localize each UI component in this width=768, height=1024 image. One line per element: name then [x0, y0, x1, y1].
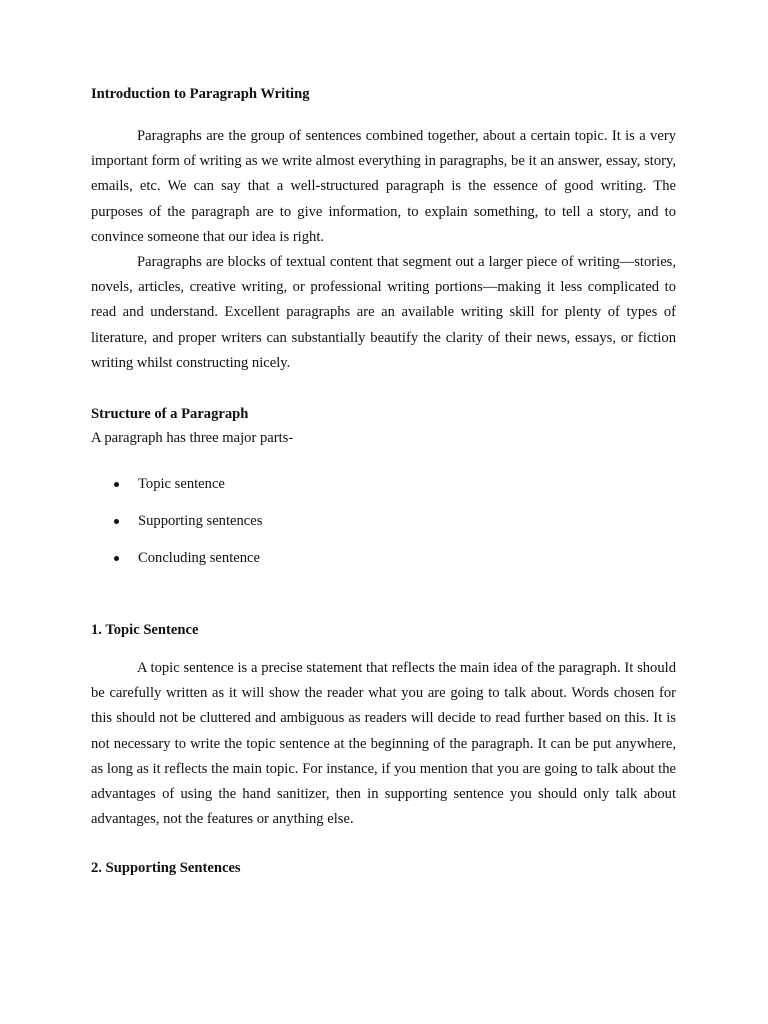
bullet-icon — [114, 519, 119, 524]
list-item-label: Concluding sentence — [138, 550, 260, 567]
list-item-label: Supporting sentences — [138, 513, 263, 530]
document-title: Introduction to Paragraph Writing — [91, 86, 310, 102]
list-item — [91, 474, 676, 494]
list-item — [91, 511, 676, 531]
intro-paragraph-1: Paragraphs are the group of sentences combined together, about a certain topic. It is a very important form of writing as we write almost everything in paragraphs, be it an answer, essay, story, emails, etc. We can say that a well-structured paragraph is the essence of good writing. The purposes of the paragraph are to give information, to explain something, to tell a story, and to convince someone that our idea is right. — [91, 128, 676, 245]
topic-sentence-paragraph: A topic sentence is a precise statement that reflects the main idea of the paragraph. It should be carefully written as it will show the reader what you are going to talk about. Words chosen for this should not be cluttered and ambiguous as readers will decide to read further based on this. It is not necessary to write the topic sentence at the beginning of the paragraph. It can be put anywhere, as long as it reflects the main topic. For instance, if you mention that you are going to talk about the advantages of using the hand sanitizer, then in supporting sentence you should only talk about advantages, not the features or anything else. — [91, 660, 676, 828]
structure-lead-text: A paragraph has three major parts- — [91, 430, 294, 447]
section-heading-structure: Structure of a Paragraph — [91, 406, 249, 423]
intro-paragraph-2: Paragraphs are blocks of textual content that segment out a larger piece of writing—stories, novels, articles, creative writing, or professional writing portions—making it less complicated to read and understand. Excellent paragraphs are an available writing skill for plenty of types of literature, and proper writers can substantially beautify the clarity of their news, essays, or fiction writing whilst constructing nicely. — [91, 254, 676, 371]
document-page — [91, 84, 676, 878]
section-heading-supporting-sentences: 2. Supporting Sentences — [91, 860, 241, 877]
bullet-icon — [114, 482, 119, 487]
bullet-icon — [114, 556, 119, 561]
list-item-label: Topic sentence — [138, 476, 225, 493]
structure-parts-list — [91, 474, 676, 568]
list-item — [91, 548, 676, 568]
section-heading-topic-sentence: 1. Topic Sentence — [91, 622, 199, 639]
